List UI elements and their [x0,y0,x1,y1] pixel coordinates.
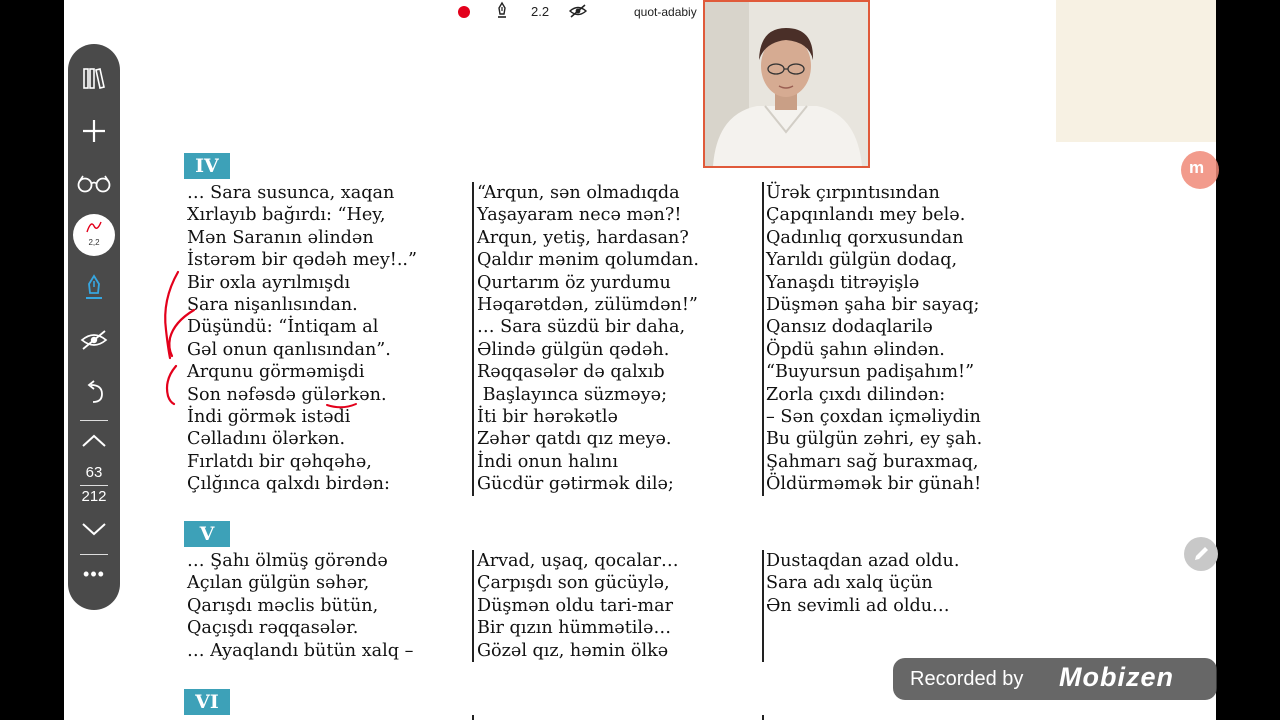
verse-line: Cəlladını ölərkən. [187,429,346,450]
undo-icon [82,379,106,405]
section-badge-iv: IV [184,153,230,179]
verse-line: Əlində gülgün qədəh. [477,339,670,360]
verse-line: Düşmən oldu tari-mar [477,595,674,616]
current-page: 63 [85,464,103,481]
page-fraction-line [80,485,108,486]
verse-line: Ən sevimli ad oldu… [766,595,950,616]
handwritten-annotations [64,0,1216,720]
verse-line: Düşmən şaha bir sayaq; [766,295,980,316]
verse-line: Mən Saranın əlindən [187,227,374,248]
document-name: quot-adabiy [634,5,697,19]
verse-line: Rəqqasələr də qalxıb [477,362,665,383]
verse-line: Sara nişanlısından. [187,295,358,316]
verse-line: Son nəfəsdə gülərkən. [187,384,387,405]
verse-line: Zorla çıxdı dilindən: [766,384,946,405]
verse-line: Arqun, yetiş, hardasan? [477,227,689,248]
verse-line: – Sən çoxdan içməliydin [766,407,981,428]
verse-line: Yarıldı gülgün dodaq, [766,250,958,271]
highlighter-button[interactable] [74,268,114,308]
section-badge-vi: VI [184,689,230,715]
reading-mode-button[interactable] [74,163,114,203]
library-button[interactable] [74,58,114,98]
verse-line: İndi onun halını [477,451,618,472]
verse-line: Qaldır mənim qolumdan. [477,250,699,271]
eye-slash-icon [79,328,109,352]
hide-ink-button[interactable] [74,320,114,360]
edit-fab-button[interactable] [1184,537,1218,571]
verse-line: Bir oxla ayrılmışdı [187,272,351,293]
library-icon [81,65,107,91]
verse-line: Qansız dodaqlarilə [766,317,933,338]
verse-line: Bir qızın hümmətilə… [477,618,672,639]
verse-line: Çılğınca qalxdı birdən: [187,474,390,495]
chevron-down-icon [80,520,108,538]
verse-line: … Şahı ölmüş görəndə [187,551,388,571]
verse-line: Həqarətdən, zülümdən!” [477,295,698,316]
verse-line: Arqunu görməmişdi [187,362,365,383]
pen-settings-button[interactable] [73,214,115,256]
verse-line: Açılan gülgün səhər, [187,573,370,594]
verse-line: Dustaqdan azad oldu. [766,551,960,571]
verse-line: İstərəm bir qədəh mey!..” [187,250,418,271]
toolbar-divider [80,554,108,555]
page-up-button[interactable] [74,421,114,461]
verse-line: Çapqınlandı mey belə. [766,205,966,226]
verse-line: Gözəl qız, həmin ölkə [477,640,669,661]
annotation-toolbar [68,44,120,610]
verse-line: İti bir hərəkətlə [477,407,618,428]
add-button[interactable] [74,111,114,151]
verse-line: Yaşayaram necə mən?! [477,205,682,226]
verse-line: Bu gülgün zəhri, ey şah. [766,429,983,450]
watermark-prefix: Recorded by [910,668,1024,690]
verse-line: Ürək çırpıntısından [766,183,940,203]
verse-line: … Sara süzdü bir daha, [477,317,686,338]
undo-button[interactable] [74,372,114,412]
verse-line: Sara adı xalq üçün [766,573,933,594]
recorder-watermark [893,658,1217,700]
pen-stroke-icon [73,214,115,240]
pencil-icon [1184,537,1218,571]
verse-line: Öpdü şahın əlindən. [766,339,945,360]
document-screen [64,0,1216,720]
highlighter-icon [83,274,105,302]
verse-line: “Arqun, sən olmadıqda [477,183,680,203]
plus-icon [81,118,107,144]
verse-line: Öldürməmək bir günah! [766,474,982,495]
verse-line: Gəl onun qanlısından”. [187,339,391,360]
verse-line: … Ayaqlandı bütün xalq – [187,640,414,661]
verse-line: … Sara susunca, xaqan [187,183,395,203]
mic-badge-icon[interactable]: m 12:16 [1181,151,1219,189]
verse-line: İndi görmək istədi [187,407,351,428]
verse-line: Arvad, uşaq, qocalar… [477,551,679,571]
verse-line: Zəhər qatdı qız meyə. [477,429,672,450]
chevron-up-icon [80,432,108,450]
verse-line: Fırlatdı bir qəhqəhə, [187,451,372,472]
glasses-icon [76,172,112,194]
verse-line: Çarpışdı son gücüylə, [477,573,670,594]
section-badge-v: V [184,521,230,547]
mobizen-logo: Mobizen [1059,662,1174,692]
verse-line: Yanaşdı titrəyişlə [766,272,920,293]
verse-line: Qurtarım öz yurdumu [477,272,671,293]
pen-size-label: 2,2 [88,238,100,247]
more-menu-button[interactable]: ••• [83,564,105,584]
verse-line: Düşündü: “İntiqam al [187,317,379,338]
verse-line: Başlayınca süzməyə; [477,384,667,405]
verse-line: “Buyursun padişahım!” [766,362,975,383]
total-pages: 212 [81,488,107,505]
verse-line: Qarışdı məclis bütün, [187,595,379,616]
verse-line: Şahmarı sağ buraxmaq, [766,451,979,472]
verse-line: Qaçışdı rəqqasələr. [187,618,359,639]
verse-line: Xırlayıb bağırdı: “Hey, [187,205,386,226]
verse-line: Qadınlıq qorxusundan [766,227,964,248]
page-down-button[interactable] [74,509,114,549]
verse-line: Gücdür gətirmək dilə; [477,474,674,495]
zoom-level: 2.2 [531,4,550,19]
